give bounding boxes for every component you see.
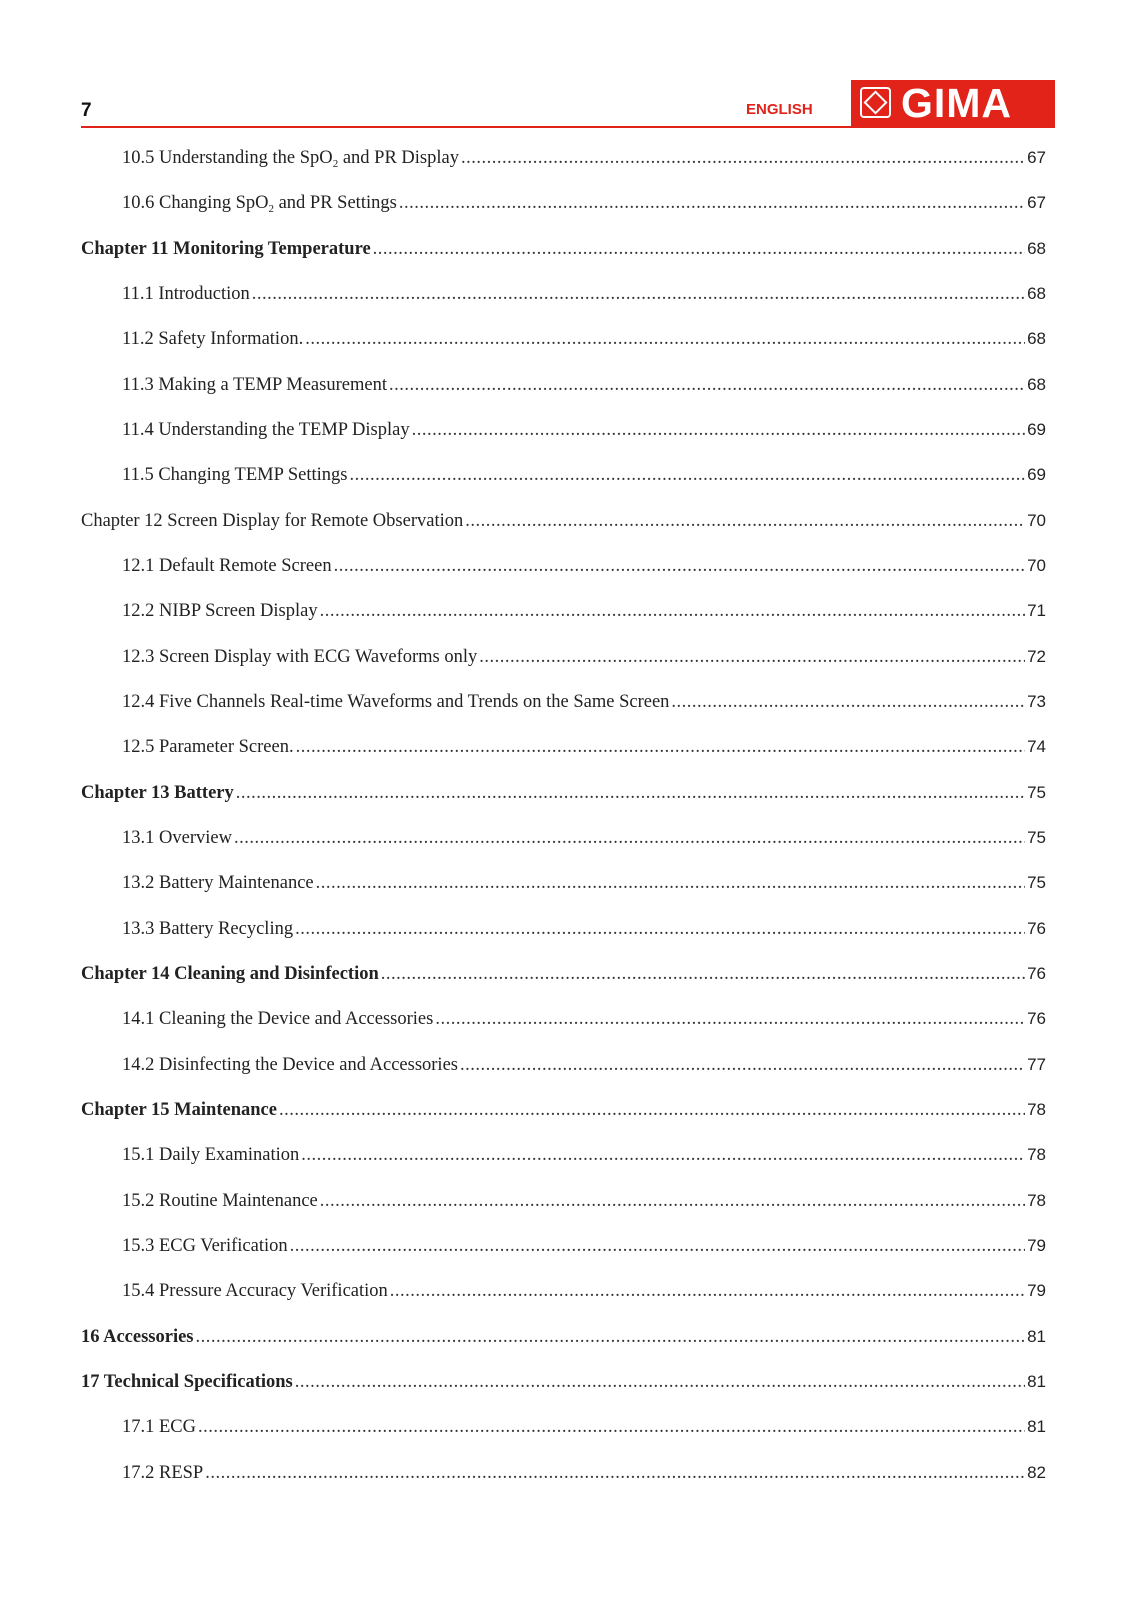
toc-title-text: 12.2 NIBP Screen Display bbox=[122, 601, 318, 622]
toc-entry-title bbox=[122, 375, 387, 396]
toc-page-number: 68 bbox=[1027, 329, 1046, 349]
toc-title-text: 12.3 Screen Display with ECG Waveforms only bbox=[122, 646, 478, 667]
gima-logo bbox=[851, 80, 1055, 127]
toc-leader-dots bbox=[435, 1009, 1025, 1030]
toc-title-text: 15.3 ECG Verification bbox=[122, 1235, 288, 1256]
toc-page-number: 75 bbox=[1027, 873, 1046, 893]
toc-entry[interactable] bbox=[81, 1236, 1046, 1281]
toc-title-text: 10.5 Understanding the SpO bbox=[122, 148, 333, 168]
toc-entry[interactable] bbox=[81, 783, 1046, 828]
toc-entry[interactable] bbox=[81, 511, 1046, 556]
toc-leader-dots bbox=[381, 964, 1025, 985]
toc-title-text: 16 Accessories bbox=[81, 1326, 194, 1347]
toc-leader-dots bbox=[479, 647, 1025, 668]
toc-title-text: 15.2 Routine Maintenance bbox=[122, 1190, 318, 1211]
toc-entry-title bbox=[122, 1009, 433, 1030]
toc-title-text: 13.2 Battery Maintenance bbox=[122, 873, 314, 894]
toc-page-number: 81 bbox=[1027, 1417, 1046, 1437]
toc-title-text: 13.1 Overview bbox=[122, 827, 232, 848]
toc-entry-title bbox=[122, 556, 332, 577]
toc-page-number: 77 bbox=[1027, 1054, 1046, 1074]
toc-entry-title bbox=[122, 873, 314, 894]
toc-title-text: Chapter 11 Monitoring Temperature bbox=[81, 238, 371, 259]
toc-entry-title bbox=[122, 1281, 388, 1302]
toc-title-text: 13.3 Battery Recycling bbox=[122, 918, 294, 939]
toc-entry-title bbox=[122, 737, 294, 758]
toc-entry[interactable] bbox=[81, 964, 1046, 1009]
toc-title-text: 12.1 Default Remote Screen bbox=[122, 555, 332, 576]
toc-title-subscript: 2 bbox=[332, 158, 339, 170]
toc-title-text: Chapter 13 Battery bbox=[81, 782, 234, 803]
toc-page-number: 81 bbox=[1027, 1371, 1046, 1391]
page-number: 7 bbox=[81, 100, 92, 121]
toc-entry[interactable] bbox=[81, 1327, 1046, 1372]
toc-leader-dots bbox=[301, 1145, 1025, 1166]
toc-entry-title bbox=[122, 1191, 318, 1212]
toc-entry-title bbox=[122, 1463, 203, 1484]
toc-title-text: 12.4 Five Channels Real-time Waveforms and Trends on the Same Screen bbox=[122, 691, 670, 712]
toc-entry[interactable] bbox=[81, 1145, 1046, 1190]
toc-leader-dots bbox=[198, 1417, 1025, 1438]
toc-entry[interactable] bbox=[81, 239, 1046, 284]
toc-page-number: 67 bbox=[1027, 193, 1046, 213]
toc-page-number: 68 bbox=[1027, 283, 1046, 303]
toc-entry[interactable] bbox=[81, 919, 1046, 964]
toc-entry[interactable] bbox=[81, 465, 1046, 510]
toc-page-number: 79 bbox=[1027, 1281, 1046, 1301]
toc-entry[interactable] bbox=[81, 647, 1046, 692]
toc-title-text: 11.1 Introduction bbox=[122, 283, 250, 304]
toc-page-number: 74 bbox=[1027, 737, 1046, 757]
toc-page-number: 76 bbox=[1027, 918, 1046, 938]
toc-entry-title bbox=[122, 329, 303, 350]
toc-title-text-suffix: and PR Settings bbox=[273, 193, 397, 214]
toc-title-text-suffix: and PR Display bbox=[338, 148, 459, 168]
toc-entry-title bbox=[122, 828, 232, 849]
toc-title-text: 11.3 Making a TEMP Measurement bbox=[122, 374, 387, 395]
toc-page-number: 78 bbox=[1027, 1145, 1046, 1165]
toc-entry[interactable] bbox=[81, 692, 1046, 737]
toc-entry[interactable] bbox=[81, 284, 1046, 329]
toc-leader-dots bbox=[279, 1100, 1025, 1121]
toc-page-number: 72 bbox=[1027, 646, 1046, 666]
toc-entry-title bbox=[81, 964, 379, 985]
toc-title-text: 14.2 Disinfecting the Device and Accessories bbox=[122, 1054, 458, 1075]
toc-leader-dots bbox=[320, 1191, 1025, 1212]
toc-entry-title bbox=[81, 239, 371, 260]
toc-entry-title bbox=[81, 511, 463, 532]
header-rule bbox=[81, 126, 1055, 128]
toc-leader-dots bbox=[671, 692, 1025, 713]
toc-title-text: 17 Technical Specifications bbox=[81, 1371, 293, 1392]
toc-leader-dots bbox=[399, 193, 1025, 214]
toc-title-text: 11.5 Changing TEMP Settings bbox=[122, 465, 348, 486]
toc-title-subscript: 2 bbox=[268, 203, 274, 216]
toc-leader-dots bbox=[296, 737, 1026, 758]
toc-page-number: 76 bbox=[1027, 963, 1046, 983]
toc-title-text: 12.5 Parameter Screen. bbox=[122, 737, 294, 758]
toc-page-number: 70 bbox=[1027, 555, 1046, 575]
toc-entry[interactable] bbox=[81, 193, 1046, 238]
toc-leader-dots bbox=[461, 148, 1025, 169]
toc-entry-title bbox=[122, 420, 410, 441]
toc-entry-title bbox=[81, 783, 234, 804]
toc-entry[interactable] bbox=[81, 1417, 1046, 1462]
toc-leader-dots bbox=[234, 828, 1025, 849]
toc-entry-title bbox=[122, 919, 293, 940]
toc-page-number: 81 bbox=[1027, 1326, 1046, 1346]
toc-entry-title bbox=[122, 148, 459, 169]
toc-entry-title bbox=[122, 601, 318, 622]
toc-leader-dots bbox=[390, 1281, 1025, 1302]
logo-wordmark: GIMA bbox=[901, 80, 1013, 126]
toc-page-number: 79 bbox=[1027, 1235, 1046, 1255]
toc-leader-dots bbox=[460, 1055, 1025, 1076]
toc-title-text: Chapter 15 Maintenance bbox=[81, 1099, 277, 1120]
language-label: ENGLISH bbox=[746, 101, 813, 118]
toc-leader-dots bbox=[295, 919, 1025, 940]
toc-leader-dots bbox=[412, 420, 1025, 441]
toc-title-text: Chapter 12 Screen Display for Remote Observation bbox=[81, 510, 464, 531]
toc-title-text: 15.4 Pressure Accuracy Verification bbox=[122, 1281, 388, 1302]
toc-page-number: 69 bbox=[1027, 419, 1046, 439]
toc-title-text: 14.1 Cleaning the Device and Accessories bbox=[122, 1009, 434, 1030]
toc-page-number: 82 bbox=[1027, 1462, 1046, 1482]
toc-entry-title bbox=[122, 1236, 288, 1257]
toc-leader-dots bbox=[295, 1372, 1025, 1393]
toc-entry[interactable] bbox=[81, 828, 1046, 873]
toc-entry[interactable] bbox=[81, 1463, 1046, 1508]
toc-page-number: 69 bbox=[1027, 465, 1046, 485]
toc-entry[interactable] bbox=[81, 873, 1046, 918]
toc-page-number: 78 bbox=[1027, 1190, 1046, 1210]
toc-entry[interactable] bbox=[81, 1281, 1046, 1326]
toc-leader-dots bbox=[465, 511, 1025, 532]
toc-title-text: 11.2 Safety Information. bbox=[122, 329, 304, 350]
toc-leader-dots bbox=[252, 284, 1025, 305]
toc-page-number: 70 bbox=[1027, 510, 1046, 530]
toc-page-number: 78 bbox=[1027, 1099, 1046, 1119]
toc-leader-dots bbox=[205, 1463, 1025, 1484]
toc-leader-dots bbox=[196, 1327, 1026, 1348]
toc-entry-title bbox=[81, 1100, 277, 1121]
toc-page-number: 73 bbox=[1027, 691, 1046, 711]
toc-title-text: 17.2 RESP bbox=[122, 1462, 204, 1483]
toc-entry-title bbox=[122, 1417, 196, 1438]
toc-entry[interactable] bbox=[81, 375, 1046, 420]
toc-entry-title bbox=[122, 465, 347, 486]
toc-leader-dots bbox=[236, 783, 1025, 804]
toc-leader-dots bbox=[373, 239, 1025, 260]
toc-entry[interactable] bbox=[81, 1372, 1046, 1417]
toc-entry[interactable] bbox=[81, 556, 1046, 601]
toc-title-text: 17.1 ECG bbox=[122, 1417, 196, 1438]
toc-entry[interactable] bbox=[81, 1009, 1046, 1054]
toc-leader-dots bbox=[316, 873, 1025, 894]
toc-entry-title bbox=[122, 193, 397, 214]
toc-entry[interactable] bbox=[81, 737, 1046, 782]
toc-leader-dots bbox=[334, 556, 1025, 577]
toc-entry-title bbox=[81, 1327, 194, 1348]
gima-mark-icon bbox=[860, 87, 891, 118]
toc-title-text: 11.4 Understanding the TEMP Display bbox=[122, 419, 410, 440]
toc-leader-dots bbox=[389, 375, 1025, 396]
toc-entry[interactable] bbox=[81, 148, 1046, 193]
toc-entry-title bbox=[122, 284, 250, 305]
toc-page-number: 71 bbox=[1027, 601, 1046, 621]
toc-entry-title bbox=[122, 647, 477, 668]
toc-page-number: 68 bbox=[1027, 374, 1046, 394]
toc-title-text: Chapter 14 Cleaning and Disinfection bbox=[81, 963, 379, 984]
page-header bbox=[0, 0, 1132, 130]
toc-title-text: 10.6 Changing SpO bbox=[122, 193, 269, 214]
toc-entry[interactable] bbox=[81, 1100, 1046, 1145]
toc-leader-dots bbox=[290, 1236, 1025, 1257]
table-of-contents bbox=[81, 148, 1046, 1508]
toc-entry[interactable] bbox=[81, 420, 1046, 465]
toc-entry-title bbox=[122, 1055, 458, 1076]
toc-title-text: 15.1 Daily Examination bbox=[122, 1145, 300, 1166]
toc-page-number: 76 bbox=[1027, 1009, 1046, 1029]
toc-page-number: 75 bbox=[1027, 782, 1046, 802]
toc-entry[interactable] bbox=[81, 1055, 1046, 1100]
toc-page-number: 67 bbox=[1027, 148, 1046, 167]
toc-entry[interactable] bbox=[81, 329, 1046, 374]
toc-leader-dots bbox=[349, 465, 1025, 486]
toc-leader-dots bbox=[320, 601, 1025, 622]
toc-entry-title bbox=[122, 692, 669, 713]
toc-entry[interactable] bbox=[81, 601, 1046, 646]
toc-entry-title bbox=[81, 1372, 293, 1393]
toc-entry[interactable] bbox=[81, 1191, 1046, 1236]
toc-leader-dots bbox=[305, 329, 1025, 350]
toc-entry-title bbox=[122, 1145, 299, 1166]
toc-page-number: 75 bbox=[1027, 827, 1046, 847]
toc-page-number: 68 bbox=[1027, 238, 1046, 258]
